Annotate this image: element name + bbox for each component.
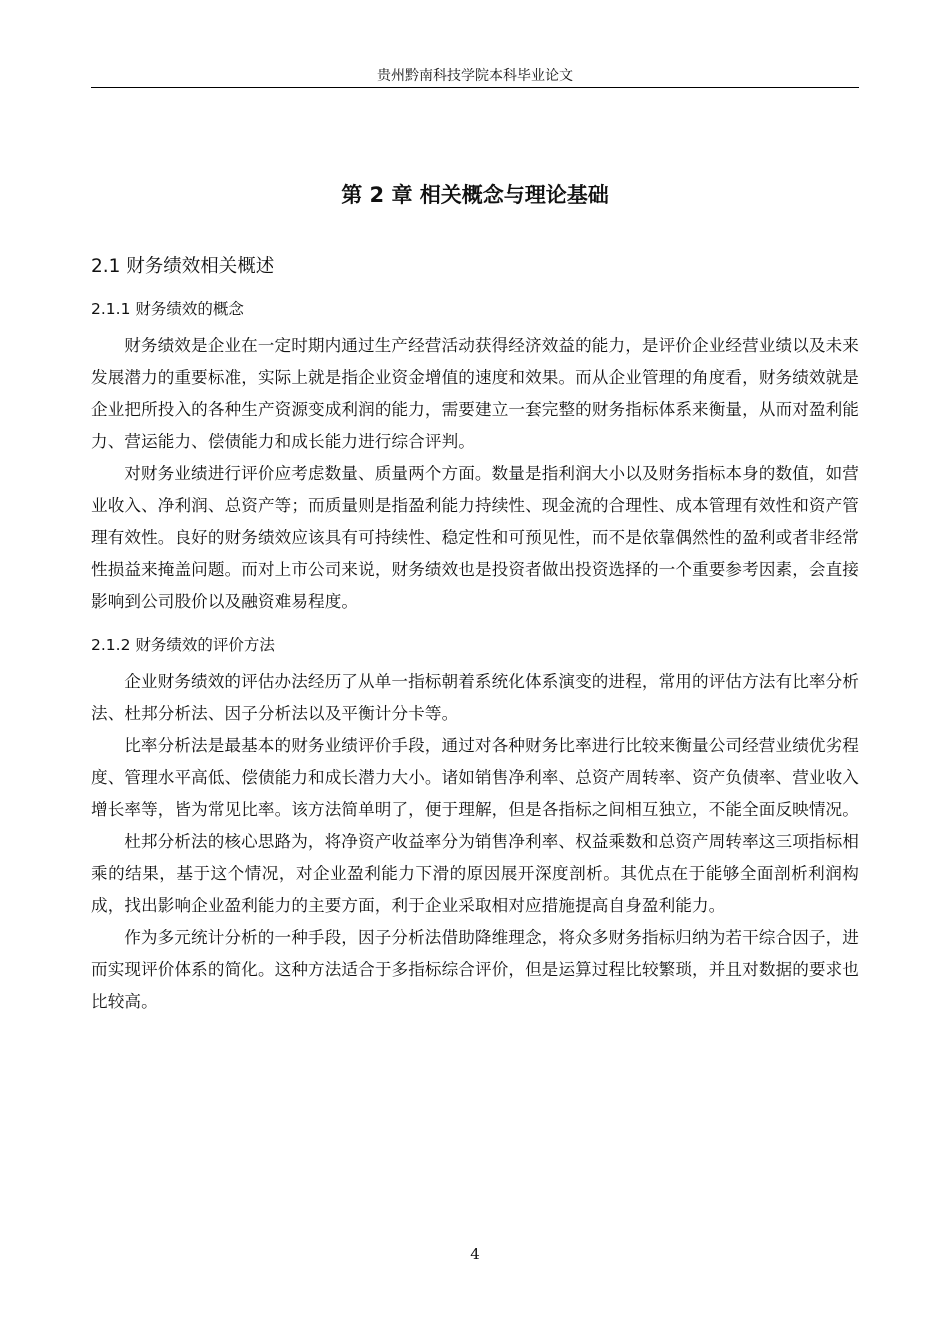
subsection-heading-methods: 2.1.2 财务绩效的评价方法: [91, 636, 275, 654]
page-number: 4: [470, 1245, 480, 1263]
paragraph: 企业财务绩效的评估办法经历了从单一指标朝着系统化体系演变的进程，常用的评估方法有比率分析法、杜邦分析法、因子分析法以及平衡计分卡等。: [91, 672, 859, 723]
subsection-heading-concept: 2.1.1 财务绩效的概念: [91, 300, 244, 318]
section-heading: 2.1 财务绩效相关概述: [91, 256, 275, 277]
body-content: [91, 252, 859, 1018]
paragraph: 对财务业绩进行评价应考虑数量、质量两个方面。数量是指利润大小以及财务指标本身的数值，如营业收入、净利润、总资产等；而质量则是指盈利能力持续性、现金流的合理性、成本管理有效性和资产管理有效性。良好的财务绩效应该具有可持续性、稳定性和可预见性，而不是依靠偶然性的盈利或者非经常性损益来掩盖问题。而对上市公司来说，财务绩效也是投资者做出投资选择的一个重要参考因素，会直接影响到公司股价以及融资难易程度。: [91, 464, 859, 611]
chapter-title: 第 2 章 相关概念与理论基础: [341, 183, 609, 207]
running-header: 贵州黔南科技学院本科毕业论文: [377, 68, 573, 84]
paragraph: 作为多元统计分析的一种手段，因子分析法借助降维理念，将众多财务指标归纳为若干综合因子，进而实现评价体系的简化。这种方法适合于多指标综合评价，但是运算过程比较繁琐，并且对数据的要求也比较高。: [91, 928, 859, 1011]
paragraph: 比率分析法是最基本的财务业绩评价手段，通过对各种财务比率进行比较来衡量公司经营业绩优劣程度、管理水平高低、偿债能力和成长潜力大小。诸如销售净利率、总资产周转率、资产负债率、营业收入增长率等，皆为常见比率。该方法简单明了，便于理解，但是各指标之间相互独立，不能全面反映情况。: [91, 736, 859, 819]
header-rule: [91, 87, 859, 88]
paragraph: 杜邦分析法的核心思路为，将净资产收益率分为销售净利率、权益乘数和总资产周转率这三项指标相乘的结果，基于这个情况，对企业盈利能力下滑的原因展开深度剖析。其优点在于能够全面剖析利润构成，找出影响企业盈利能力的主要方面，利于企业采取相对应措施提高自身盈利能力。: [91, 832, 859, 915]
paragraph: 财务绩效是企业在一定时期内通过生产经营活动获得经济效益的能力，是评价企业经营业绩以及未来发展潜力的重要标准，实际上就是指企业资金增值的速度和效果。而从企业管理的角度看，财务绩效就是企业把所投入的各种生产资源变成利润的能力，需要建立一套完整的财务指标体系来衡量，从而对盈利能力、营运能力、偿债能力和成长能力进行综合评判。: [91, 336, 859, 451]
